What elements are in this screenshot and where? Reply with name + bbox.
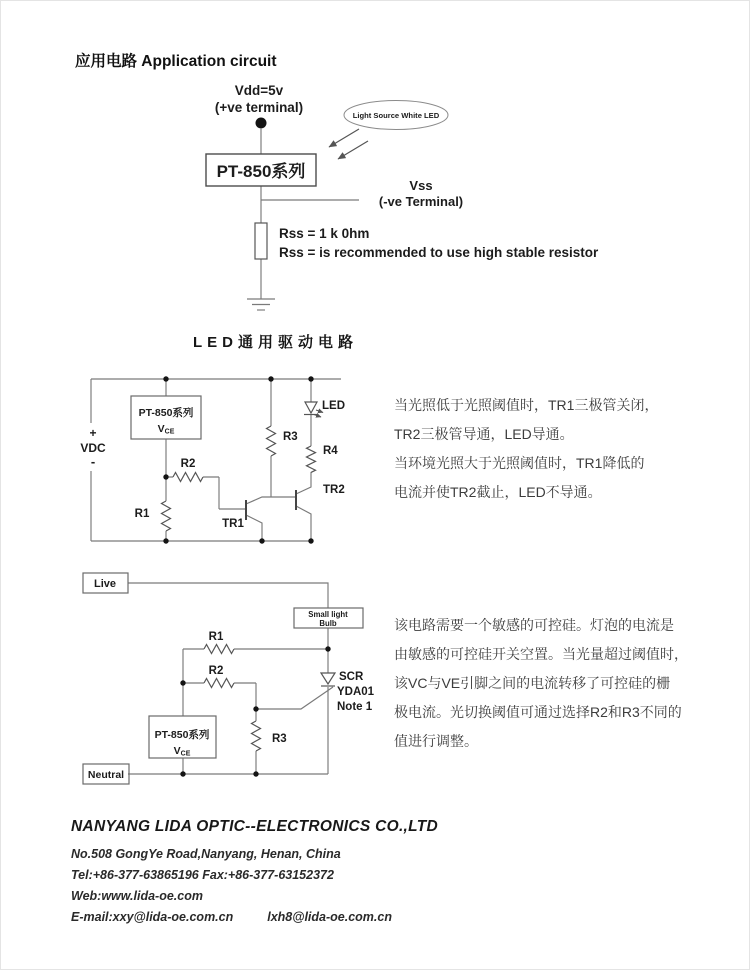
description-line: 值进行调整。 — [394, 733, 478, 749]
neutral-label: Neutral — [87, 769, 125, 781]
circuit3-wires — [128, 583, 333, 774]
r2-label: R2 — [180, 458, 196, 470]
company-name: NANYANG LIDA OPTIC--ELECTRONICS CO.,LTD — [71, 818, 439, 835]
company-email-2: lxh8@lida-oe.com.cn — [267, 910, 392, 924]
company-website: Web:www.lida-oe.com — [71, 889, 203, 903]
resistor-r3-symbol — [252, 721, 261, 751]
circuit2-wires — [91, 379, 341, 541]
led-driver-circuit-diagram — [81, 371, 391, 563]
rss-note-label: Rss = is recommended to use high stable resistor — [279, 245, 599, 260]
tr1-label: TR1 — [222, 518, 244, 530]
resistor-r2-symbol — [173, 473, 203, 482]
scr-label: SCR — [339, 671, 364, 683]
scr-model-label: YDA01 — [337, 686, 375, 698]
description-line: 由敏感的可控硅开关空置。当光量超过阈值时， — [394, 646, 688, 662]
description-line: 当环境光照大于光照阈值时，TR1降低的 — [394, 455, 645, 471]
scr-icon — [321, 673, 335, 686]
r4-label: R4 — [323, 445, 338, 457]
company-email-1: E-mail:xxy@lida-oe.com.cn — [71, 910, 234, 924]
rss-value-label: Rss = 1 k 0hm — [279, 226, 370, 241]
description-line: TR2三极管导通，LED导通。 — [394, 426, 574, 442]
led-icon — [304, 402, 323, 417]
vss-label: Vss — [409, 178, 433, 193]
r3-label: R3 — [272, 733, 287, 745]
company-emails — [71, 907, 438, 928]
application-circuit-diagram — [81, 76, 599, 326]
led-driver-description — [394, 391, 694, 507]
vdd-sub-label: (+ve terminal) — [214, 100, 304, 115]
bulb-label-line1: Small light — [308, 610, 348, 619]
description-line: 电流并使TR2截止，LED不导通。 — [394, 484, 602, 500]
resistor-r3-symbol — [267, 426, 276, 456]
vdc-minus-label: - — [90, 454, 96, 469]
resistor-rss-symbol — [255, 223, 267, 259]
description-line: 该VC与VE引脚之间的电流转移了可控硅的栅 — [394, 675, 671, 691]
scr-lamp-circuit-diagram — [76, 566, 391, 798]
vdd-label: Vdd=5v — [234, 83, 284, 98]
description-line: 极电流。光切换阈值可通过选择R2和R3不同的 — [394, 704, 682, 720]
description-line: 当光照低于光照阈值时，TR1三极管关闭， — [394, 397, 659, 413]
incident-light-arrows-icon — [329, 129, 368, 159]
vdc-plus-label: + — [89, 426, 97, 440]
vss-sub-label: (-ve Terminal) — [378, 194, 464, 209]
vdc-label: VDC — [80, 441, 106, 455]
company-telfax: Tel:+86-377-63865196 Fax:+86-377-63152372 — [71, 868, 334, 882]
description-line: 该电路需要一个敏感的可控硅。灯泡的电流是 — [394, 617, 674, 633]
vdd-terminal-dot — [256, 118, 267, 129]
live-label: Live — [93, 578, 117, 590]
vce-label: VCE — [157, 423, 175, 436]
led-driver-section-title: LED通用驱动电路 — [193, 334, 359, 351]
scr-circuit-description — [394, 611, 694, 756]
tr2-label: TR2 — [323, 484, 345, 496]
resistor-r2-symbol — [204, 679, 234, 688]
bulb-label-line2: Bulb — [319, 619, 337, 628]
page-title: 应用电路 Application circuit — [75, 53, 277, 70]
led-label: LED — [322, 400, 345, 412]
resistor-r1-symbol — [162, 501, 171, 531]
pt850-vce-box-label: PT-850系列 — [138, 407, 194, 419]
scr-note-label: Note 1 — [337, 701, 373, 713]
resistor-r1-symbol — [204, 645, 234, 654]
r2-label: R2 — [208, 665, 224, 677]
company-footer — [71, 818, 438, 928]
vce-label: VCE — [173, 745, 191, 758]
light-source-label: Light Source White LED — [352, 111, 440, 120]
r1-label: R1 — [208, 631, 224, 643]
pt850-vce-box-label: PT-850系列 — [154, 729, 210, 741]
pt850-box-label: PT-850系列 — [216, 162, 306, 181]
resistor-r4-symbol — [307, 446, 316, 472]
r3-label: R3 — [283, 431, 298, 443]
ground-icon — [247, 299, 275, 310]
company-address: No.508 GongYe Road,Nanyang, Henan, China — [71, 847, 341, 861]
r1-label: R1 — [134, 508, 150, 520]
